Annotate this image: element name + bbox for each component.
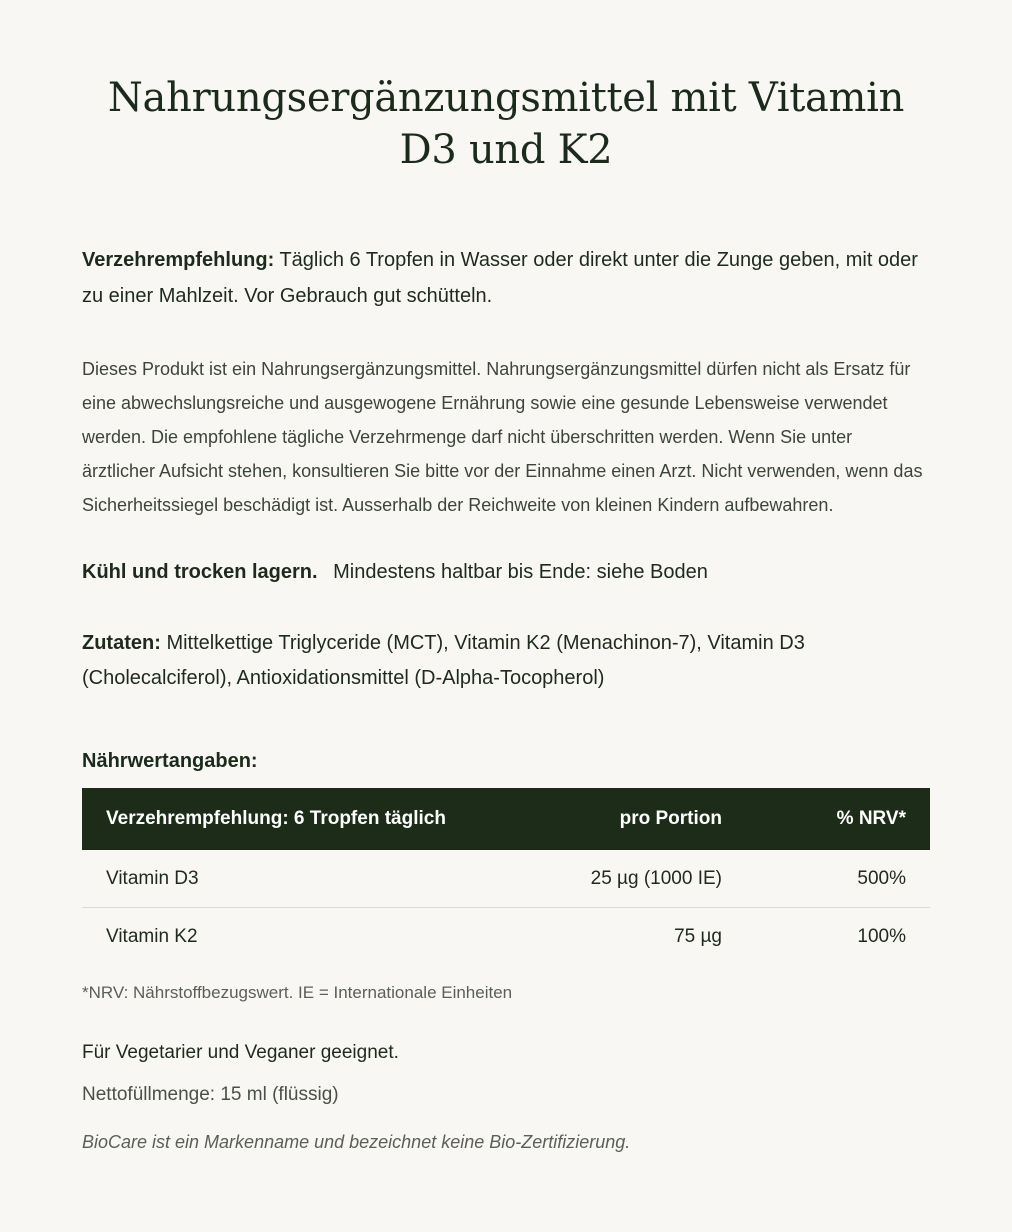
nutrition-heading: Nährwertangaben: [82, 750, 258, 772]
nutrient-name: Vitamin D3 [82, 850, 488, 908]
usage-recommendation [82, 242, 930, 314]
nutrient-amount: 25 µg (1000 IE) [488, 850, 762, 908]
usage-label: Verzehrempfehlung: [82, 249, 275, 271]
table-row [82, 850, 930, 908]
column-header-serving: Verzehrempfehlung: 6 Tropfen täglich [106, 808, 446, 829]
net-quantity: Nettofüllmenge: 15 ml (flüssig) [82, 1084, 339, 1105]
nutrient-name: Vitamin K2 [106, 925, 198, 947]
nutrition-table [82, 788, 930, 965]
column-header-per-portion: pro Portion [619, 808, 722, 829]
ingredients [82, 626, 930, 696]
column-header-nrv: % NRV* [836, 808, 906, 829]
vegan-note: Für Vegetarier und Veganer geeignet. [82, 1042, 399, 1063]
storage-label: Kühl und trocken lagern. [82, 561, 318, 583]
usage-text: Täglich 6 Tropfen in Wasser oder direkt unter die Zunge geben, mit oder zu einer Mahlzeit. Vor Gebrauch gut schütteln. [82, 249, 918, 307]
disclaimer-text: Dieses Produkt ist ein Nahrungsergänzungsmittel. Nahrungsergänzungsmittel dürfen nicht als Ersatz für eine abwechslungsreiche und ausgewogene Ernährung sowie eine gesunde Lebensweise verwendet werden. Die empfohlene tägliche Verzehrmenge darf nicht überschritten werden. Wenn Sie unter ärztlicher Aufsicht stehen, konsultieren Sie bitte vor der Einnahme einen Arzt. Nicht verwenden, wenn das Sicherheitssiegel beschädigt ist. Ausserhalb der Reichweite von kleinen Kindern aufbewahren. [82, 359, 923, 515]
storage-text: Mindestens haltbar bis Ende: siehe Boden [333, 561, 708, 583]
nutrient-nrv: 100% [857, 925, 906, 947]
nutrient-nrv: 500% [762, 850, 930, 908]
ingredients-label: Zutaten: [82, 632, 161, 654]
nutrient-amount: 75 µg [674, 925, 722, 947]
ingredients-text: Mittelkettige Triglyceride (MCT), Vitamin K2 (Menachinon-7), Vitamin D3 (Cholecalciferol), Antioxidationsmittel (D-Alpha-Tocopherol) [82, 632, 805, 689]
nrv-footnote: *NRV: Nährstoffbezugswert. IE = Internationale Einheiten [82, 983, 513, 1002]
nutrition-table-header [82, 788, 930, 850]
brand-disclaimer: BioCare ist ein Markenname und bezeichnet keine Bio-Zertifizierung. [82, 1132, 631, 1152]
storage-info [82, 556, 930, 588]
page-title: Nahrungsergänzungsmittel mit Vitamin D3 und K2 [107, 75, 905, 173]
table-row [82, 908, 930, 966]
